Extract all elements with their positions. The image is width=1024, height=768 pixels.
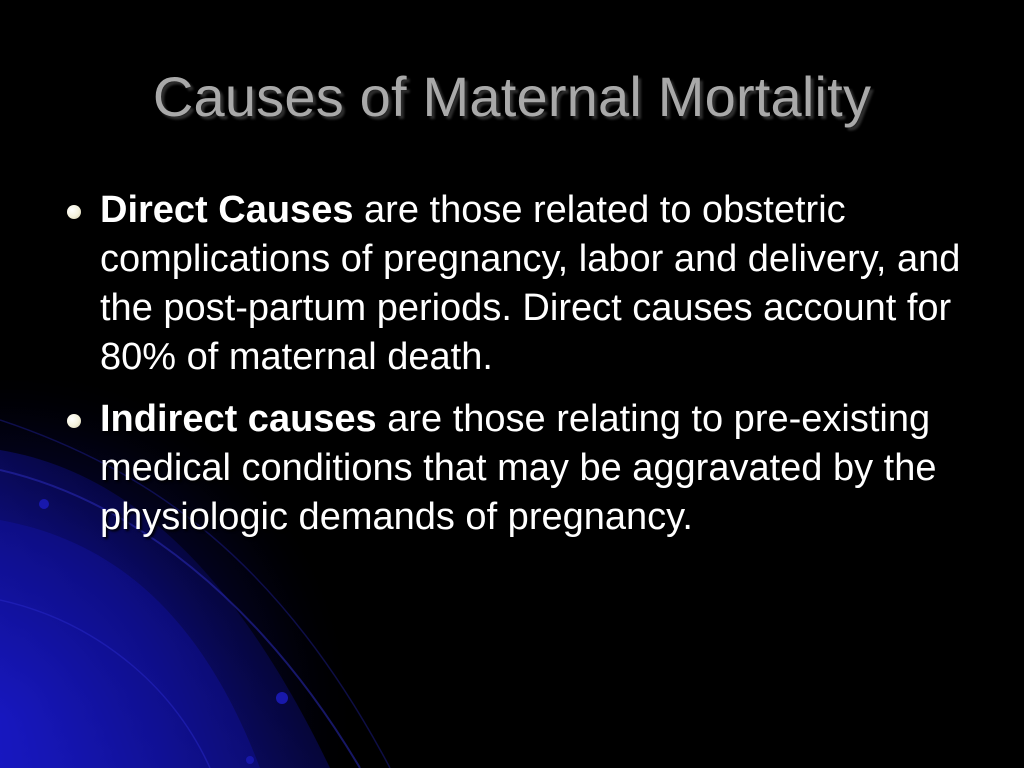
circle-bullet-icon: [67, 205, 81, 219]
bullet-text-indirect-causes: are those relating to pre-existing medical conditions that may be aggravated by the physiologic demands of pregnancy.: [100, 398, 937, 538]
bullet-list: [100, 186, 980, 555]
bullet-item-indirect-causes: [100, 395, 980, 542]
bullet-text-direct-causes: are those related to obstetric complications of pregnancy, labor and delivery, and the post-partum periods. Direct causes account for 80% of maternal death.: [100, 189, 961, 378]
circle-bullet-icon: [67, 414, 81, 428]
slide-title: Causes of Maternal Mortality: [152, 65, 872, 128]
bullet-term-indirect-causes: Indirect causes: [100, 398, 377, 440]
bullet-item-direct-causes: [100, 186, 980, 382]
bullet-term-direct-causes: Direct Causes: [100, 189, 354, 231]
